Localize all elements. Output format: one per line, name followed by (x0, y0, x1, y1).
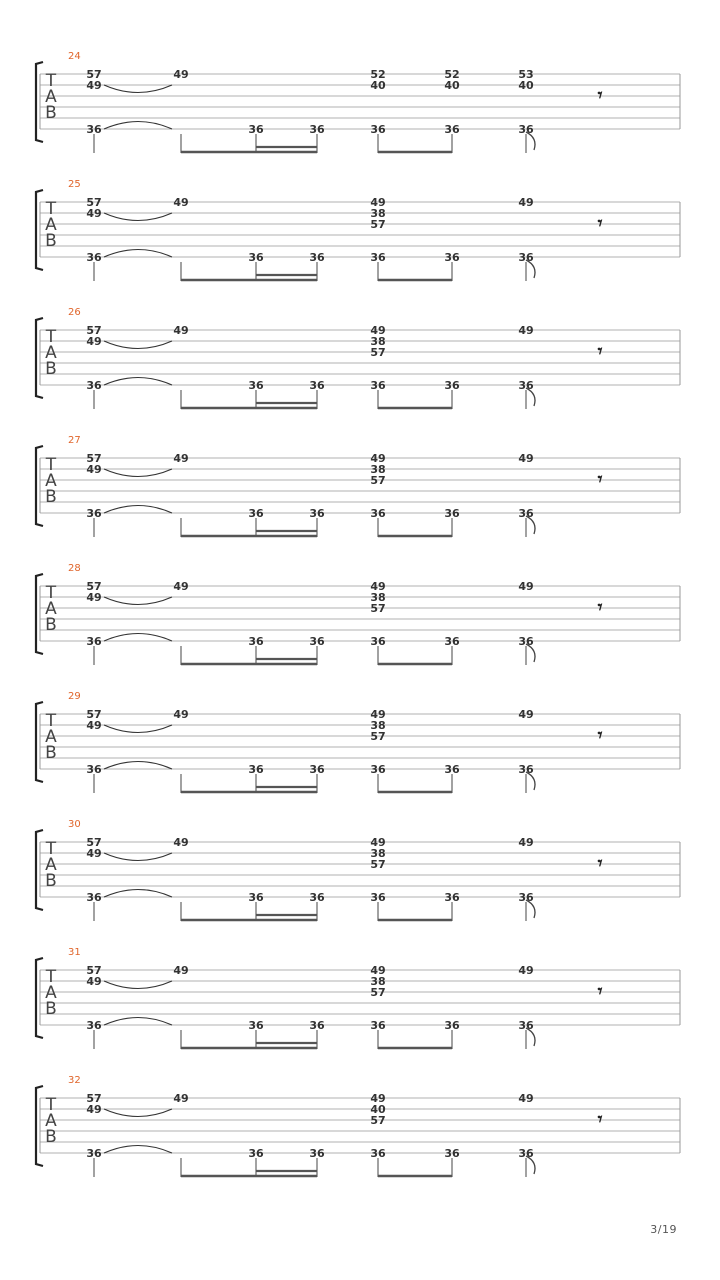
fret-number: 57 (370, 1114, 386, 1127)
fret-number: 49 (518, 324, 534, 337)
tie-lower (104, 506, 172, 514)
fret-number: 36 (370, 763, 386, 776)
tie-upper (104, 213, 172, 221)
tab-clef-letter: T (45, 327, 57, 347)
fret-number: 49 (518, 964, 534, 977)
tab-staff (0, 692, 720, 820)
tab-clef-letter: T (45, 839, 57, 859)
fret-number: 49 (370, 196, 386, 209)
tab-clef-letter: T (45, 583, 57, 603)
eighth-rest-icon: 𝄾 (597, 213, 603, 234)
fret-number: 36 (518, 891, 534, 904)
tab-system (0, 948, 720, 1076)
fret-number: 49 (518, 708, 534, 721)
fret-number: 36 (248, 123, 264, 136)
fret-number: 49 (518, 1092, 534, 1105)
fret-number: 36 (86, 635, 102, 648)
measure-number: 29 (68, 691, 81, 702)
fret-number: 57 (86, 196, 102, 209)
fret-number: 49 (173, 836, 189, 849)
fret-number: 52 (444, 68, 460, 81)
fret-number: 36 (370, 123, 386, 136)
fret-number: 36 (518, 1147, 534, 1160)
fret-number: 38 (370, 719, 386, 732)
tab-clef-letter: B (45, 999, 57, 1019)
fret-number: 49 (370, 708, 386, 721)
fret-number: 49 (173, 196, 189, 209)
fret-number: 36 (309, 123, 325, 136)
tab-clef-letter: B (45, 871, 57, 891)
fret-number: 36 (309, 251, 325, 264)
tab-clef-letter: T (45, 967, 57, 987)
fret-number: 49 (518, 196, 534, 209)
tab-clef-letter: B (45, 615, 57, 635)
tab-clef-letter: A (45, 855, 57, 875)
fret-number: 49 (173, 1092, 189, 1105)
fret-number: 40 (370, 1103, 386, 1116)
tab-staff (0, 564, 720, 692)
measure-number: 27 (68, 435, 81, 446)
tab-staff (0, 948, 720, 1076)
fret-number: 36 (370, 507, 386, 520)
fret-number: 49 (173, 452, 189, 465)
fret-number: 49 (173, 580, 189, 593)
fret-number: 49 (370, 324, 386, 337)
fret-number: 57 (370, 858, 386, 871)
tie-lower (104, 890, 172, 898)
fret-number: 49 (370, 580, 386, 593)
fret-number: 57 (370, 602, 386, 615)
tab-clef-letter: A (45, 727, 57, 747)
fret-number: 36 (86, 1019, 102, 1032)
fret-number: 49 (173, 68, 189, 81)
tab-clef-letter: B (45, 231, 57, 251)
fret-number: 36 (248, 507, 264, 520)
fret-number: 49 (86, 719, 102, 732)
fret-number: 36 (370, 635, 386, 648)
fret-number: 38 (370, 975, 386, 988)
fret-number: 36 (518, 251, 534, 264)
tab-clef-letter: T (45, 455, 57, 475)
fret-number: 49 (370, 1092, 386, 1105)
measure-number: 24 (68, 51, 81, 62)
tab-clef-letter: A (45, 599, 57, 619)
tab-staff (0, 820, 720, 948)
tie-lower (104, 1146, 172, 1154)
tie-upper (104, 85, 172, 93)
fret-number: 36 (86, 1147, 102, 1160)
fret-number: 57 (370, 986, 386, 999)
fret-number: 49 (86, 975, 102, 988)
tab-system (0, 308, 720, 436)
fret-number: 36 (444, 635, 460, 648)
fret-number: 49 (518, 452, 534, 465)
tab-clef-letter: B (45, 1127, 57, 1147)
fret-number: 49 (370, 452, 386, 465)
fret-number: 49 (86, 591, 102, 604)
fret-number: 49 (518, 580, 534, 593)
fret-number: 36 (370, 1019, 386, 1032)
fret-number: 38 (370, 463, 386, 476)
fret-number: 53 (518, 68, 534, 81)
measure-number: 32 (68, 1075, 81, 1086)
measure-number: 26 (68, 307, 81, 318)
fret-number: 36 (444, 251, 460, 264)
page-number: 3/19 (650, 1223, 677, 1236)
fret-number: 36 (309, 379, 325, 392)
fret-number: 36 (309, 1019, 325, 1032)
eighth-rest-icon: 𝄾 (597, 981, 603, 1002)
eighth-rest-icon: 𝄾 (597, 1109, 603, 1130)
tab-system (0, 820, 720, 948)
eighth-rest-icon: 𝄾 (597, 341, 603, 362)
fret-number: 57 (86, 580, 102, 593)
tab-clef-letter: T (45, 1095, 57, 1115)
eighth-rest-icon: 𝄾 (597, 853, 603, 874)
fret-number: 40 (370, 79, 386, 92)
fret-number: 36 (309, 1147, 325, 1160)
fret-number: 36 (248, 251, 264, 264)
fret-number: 36 (518, 379, 534, 392)
measure-number: 25 (68, 179, 81, 190)
fret-number: 36 (309, 763, 325, 776)
fret-number: 36 (86, 379, 102, 392)
tab-clef-letter: T (45, 199, 57, 219)
tab-system (0, 692, 720, 820)
fret-number: 52 (370, 68, 386, 81)
fret-number: 36 (444, 123, 460, 136)
fret-number: 57 (86, 452, 102, 465)
tab-clef-letter: A (45, 1111, 57, 1131)
tie-upper (104, 1109, 172, 1117)
fret-number: 36 (370, 379, 386, 392)
fret-number: 57 (370, 474, 386, 487)
fret-number: 36 (248, 379, 264, 392)
tab-system (0, 180, 720, 308)
tab-staff (0, 52, 720, 180)
tie-upper (104, 725, 172, 733)
fret-number: 36 (86, 251, 102, 264)
tab-staff (0, 436, 720, 564)
fret-number: 36 (518, 507, 534, 520)
fret-number: 57 (86, 964, 102, 977)
fret-number: 36 (444, 379, 460, 392)
tab-clef-letter: A (45, 215, 57, 235)
fret-number: 36 (248, 763, 264, 776)
fret-number: 36 (518, 635, 534, 648)
fret-number: 49 (173, 964, 189, 977)
fret-number: 36 (248, 891, 264, 904)
tab-clef-letter: T (45, 711, 57, 731)
fret-number: 36 (370, 891, 386, 904)
eighth-rest-icon: 𝄾 (597, 85, 603, 106)
fret-number: 38 (370, 335, 386, 348)
fret-number: 49 (86, 335, 102, 348)
fret-number: 40 (444, 79, 460, 92)
fret-number: 57 (86, 1092, 102, 1105)
fret-number: 57 (86, 324, 102, 337)
tie-lower (104, 250, 172, 258)
fret-number: 36 (86, 507, 102, 520)
fret-number: 36 (248, 1019, 264, 1032)
fret-number: 49 (86, 79, 102, 92)
tab-clef-letter: A (45, 983, 57, 1003)
fret-number: 36 (309, 507, 325, 520)
fret-number: 49 (86, 207, 102, 220)
fret-number: 36 (444, 507, 460, 520)
fret-number: 49 (86, 463, 102, 476)
fret-number: 49 (370, 836, 386, 849)
tab-system (0, 436, 720, 564)
fret-number: 57 (86, 68, 102, 81)
fret-number: 36 (248, 635, 264, 648)
fret-number: 38 (370, 847, 386, 860)
tie-lower (104, 762, 172, 770)
tab-clef-letter: A (45, 343, 57, 363)
eighth-rest-icon: 𝄾 (597, 469, 603, 490)
fret-number: 57 (370, 730, 386, 743)
fret-number: 36 (518, 123, 534, 136)
fret-number: 36 (444, 1147, 460, 1160)
fret-number: 49 (86, 1103, 102, 1116)
fret-number: 36 (518, 763, 534, 776)
tab-clef-letter: B (45, 487, 57, 507)
fret-number: 38 (370, 207, 386, 220)
tab-staff (0, 1076, 720, 1204)
fret-number: 36 (86, 763, 102, 776)
measure-number: 31 (68, 947, 81, 958)
tie-upper (104, 853, 172, 861)
fret-number: 36 (86, 891, 102, 904)
fret-number: 36 (444, 763, 460, 776)
eighth-rest-icon: 𝄾 (597, 725, 603, 746)
tab-clef-letter: T (45, 71, 57, 91)
measure-number: 30 (68, 819, 81, 830)
tie-upper (104, 981, 172, 989)
tab-system (0, 564, 720, 692)
tab-staff (0, 180, 720, 308)
measure-number: 28 (68, 563, 81, 574)
tie-lower (104, 122, 172, 130)
tab-clef-letter: A (45, 471, 57, 491)
fret-number: 57 (370, 346, 386, 359)
fret-number: 49 (86, 847, 102, 860)
fret-number: 49 (173, 324, 189, 337)
fret-number: 49 (518, 836, 534, 849)
fret-number: 36 (444, 891, 460, 904)
fret-number: 36 (309, 635, 325, 648)
tab-staff (0, 308, 720, 436)
fret-number: 38 (370, 591, 386, 604)
fret-number: 57 (86, 836, 102, 849)
tie-lower (104, 634, 172, 642)
fret-number: 49 (370, 964, 386, 977)
fret-number: 36 (444, 1019, 460, 1032)
fret-number: 57 (86, 708, 102, 721)
fret-number: 36 (370, 251, 386, 264)
fret-number: 49 (173, 708, 189, 721)
tie-upper (104, 469, 172, 477)
fret-number: 36 (518, 1019, 534, 1032)
eighth-rest-icon: 𝄾 (597, 597, 603, 618)
tab-clef-letter: B (45, 103, 57, 123)
fret-number: 40 (518, 79, 534, 92)
tab-system (0, 1076, 720, 1204)
tab-clef-letter: B (45, 743, 57, 763)
tie-lower (104, 378, 172, 386)
fret-number: 57 (370, 218, 386, 231)
tab-clef-letter: B (45, 359, 57, 379)
fret-number: 36 (370, 1147, 386, 1160)
tie-upper (104, 341, 172, 349)
tie-lower (104, 1018, 172, 1026)
fret-number: 36 (86, 123, 102, 136)
tab-clef-letter: A (45, 87, 57, 107)
tie-upper (104, 597, 172, 605)
fret-number: 36 (309, 891, 325, 904)
fret-number: 36 (248, 1147, 264, 1160)
tab-system (0, 52, 720, 180)
